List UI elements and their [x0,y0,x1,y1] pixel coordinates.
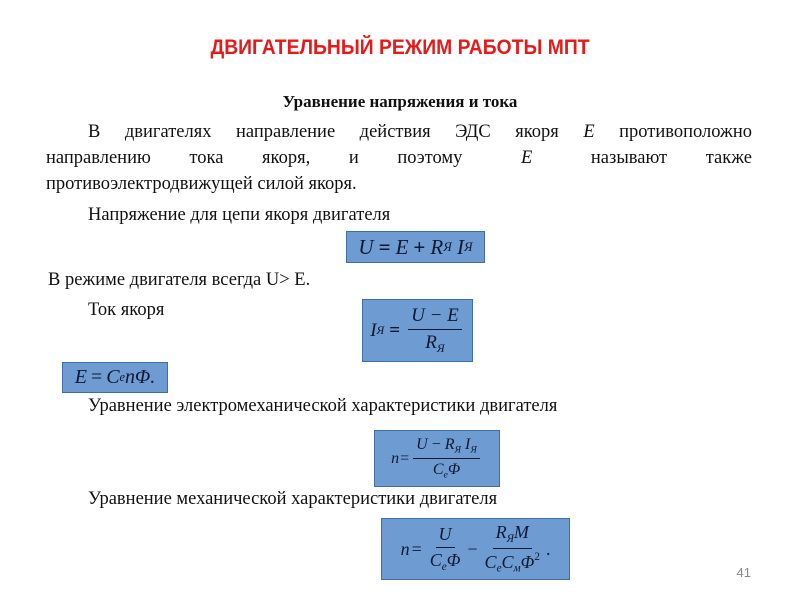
intro-line-3: противоэлектродвижущей силой якоря. [46,174,357,194]
mech-label: Уравнение механической характеристики двигателя [88,489,498,509]
intro-paragraph [46,119,752,197]
page-number: 41 [736,565,751,580]
formula-emf: E = C e nΦ. [62,362,168,393]
current-label: Ток якоря [88,300,165,320]
slide-title: ДВИГАТЕЛЬНЫЙ РЕЖИМ РАБОТЫ МПТ [210,36,590,59]
motor-mode-text: В режиме двигателя всегда U> E. [48,270,311,290]
formula-voltage: U = E + R Я I Я [346,231,485,263]
intro-line-2: направлению тока якоря, и поэтому E называют также [46,148,752,168]
formula-current: I Я = $\frac{U - E}{R_Я}$ [362,299,473,362]
intro-line-1: В двигателях направление действия ЭДС якоря E противоположно [88,122,752,142]
formula-electromechanical: n = $\frac{U - R_Я I_Я}{C_e\Phi}$ [374,430,500,487]
formula-mechanical: n = $\frac{U}{C_e\Phi}$ − $\frac{R_ЯM}{C_eC_м\Phi^2}$ . [381,518,570,580]
electromech-label: Уравнение электромеханической характеристики двигателя [88,396,558,416]
voltage-label: Напряжение для цепи якоря двигателя [88,205,391,225]
section-subtitle: Уравнение напряжения и тока [282,92,518,111]
